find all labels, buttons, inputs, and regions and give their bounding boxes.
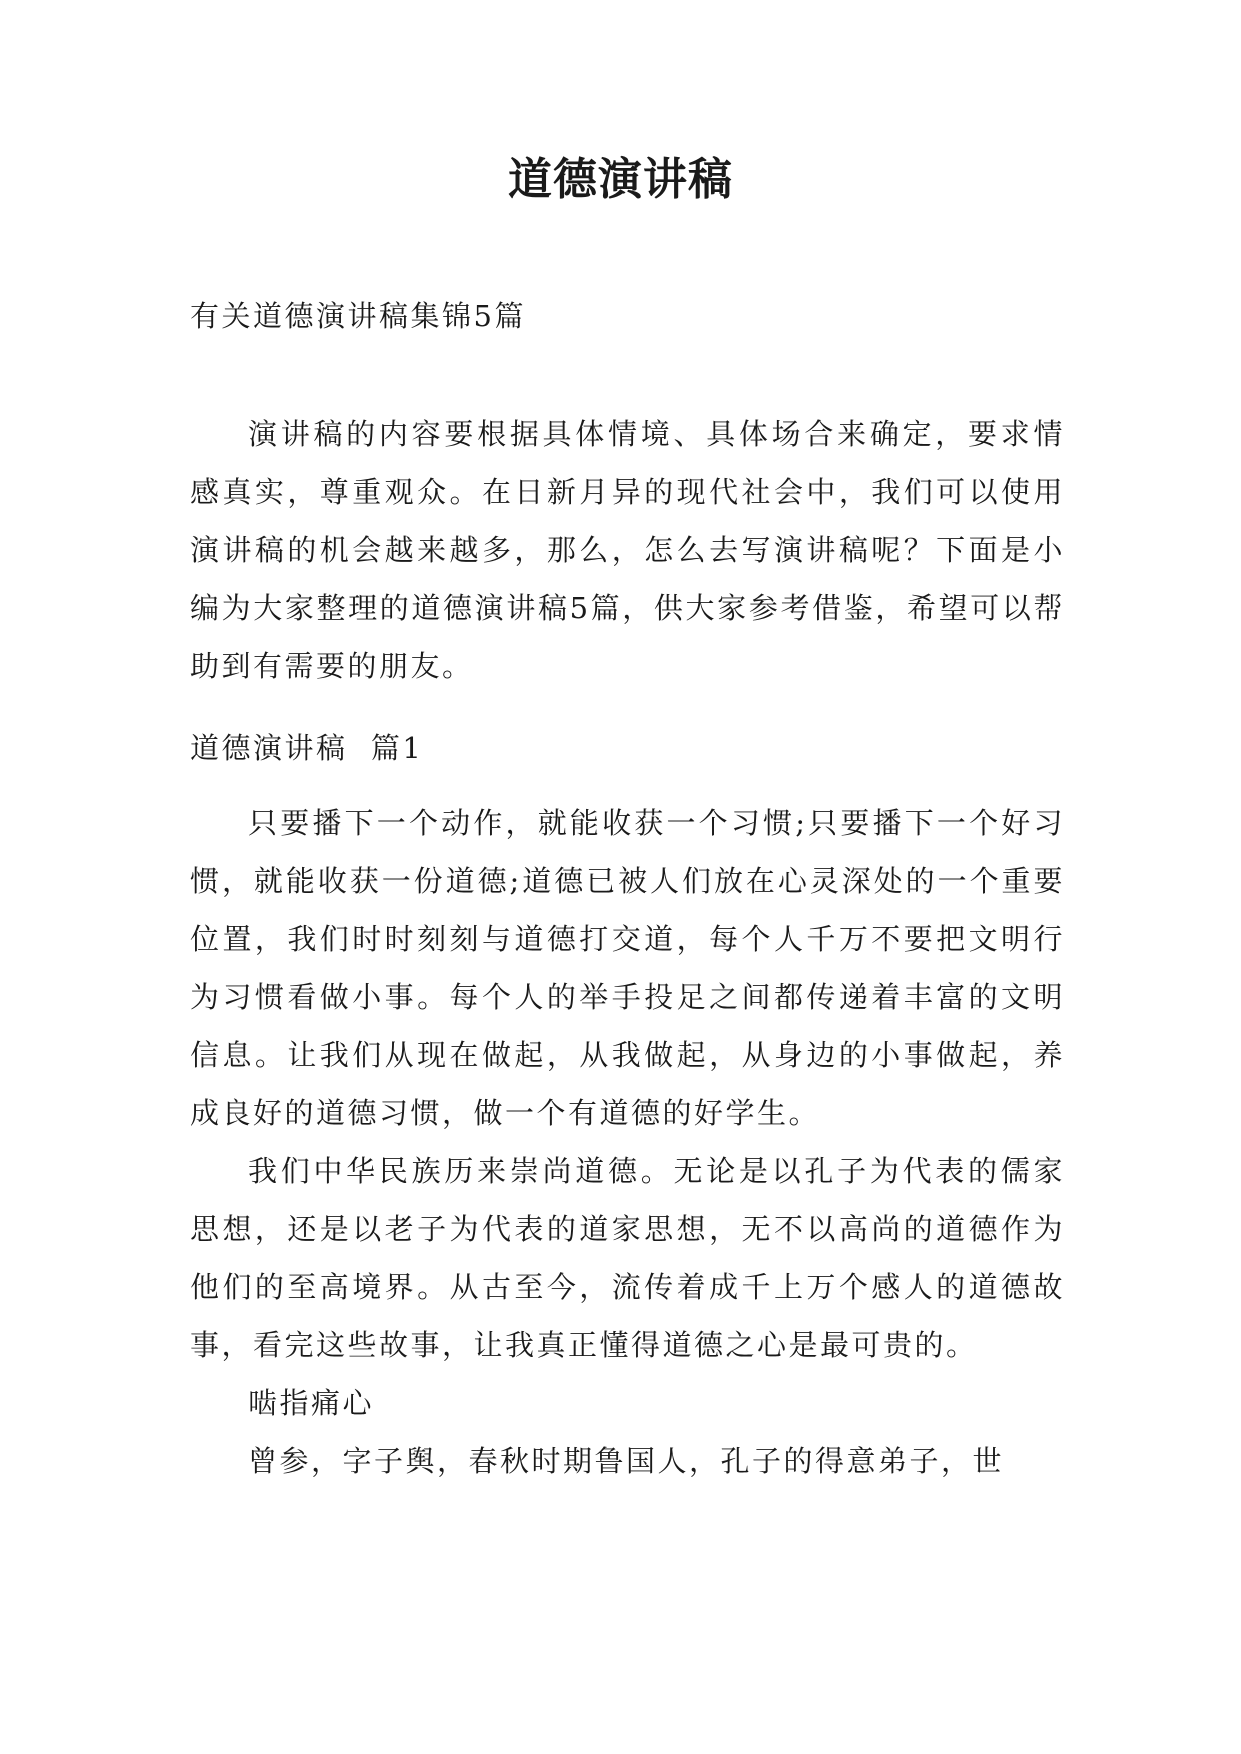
body-paragraph: 曾参，字子舆，春秋时期鲁国人，孔子的得意弟子，世 — [248, 1444, 1005, 1478]
body-paragraph: 我们中华民族历来崇尚道德。无论是以孔子为代表的儒家思想，还是以老子为代表的道家思想，无不以高尚的道德作为他们的至高境界。从古至今，流传着成千上万个感人的道德故事，看完这些故事，让我真正懂得道德之心是最可贵的。 — [190, 1154, 1065, 1362]
intro-block — [190, 405, 1065, 695]
body-paragraph: 只要播下一个动作，就能收获一个习惯;只要播下一个好习惯，就能收获一份道德;道德已被人们放在心灵深处的一个重要位置，我们时时刻刻与道德打交道，每个人千万不要把文明行为习惯看做小事。每个人的举手投足之间都传递着丰富的文明信息。让我们从现在做起，从我做起，从身边的小事做起，养成良好的道德习惯，做一个有道德的好学生。 — [190, 806, 1065, 1130]
section-heading: 道德演讲稿 篇1 — [190, 731, 424, 765]
document-title: 道德演讲稿 — [508, 154, 733, 205]
document-subtitle: 有关道德演讲稿集锦5篇 — [190, 299, 526, 333]
section-body — [190, 794, 1065, 1490]
intro-paragraph: 演讲稿的内容要根据具体情境、具体场合来确定，要求情感真实，尊重观众。在日新月异的现代社会中，我们可以使用演讲稿的机会越来越多，那么，怎么去写演讲稿呢？下面是小编为大家整理的道德演讲稿5篇，供大家参考借鉴，希望可以帮助到有需要的朋友。 — [190, 417, 1065, 683]
story-title: 啮指痛心 — [248, 1386, 375, 1420]
